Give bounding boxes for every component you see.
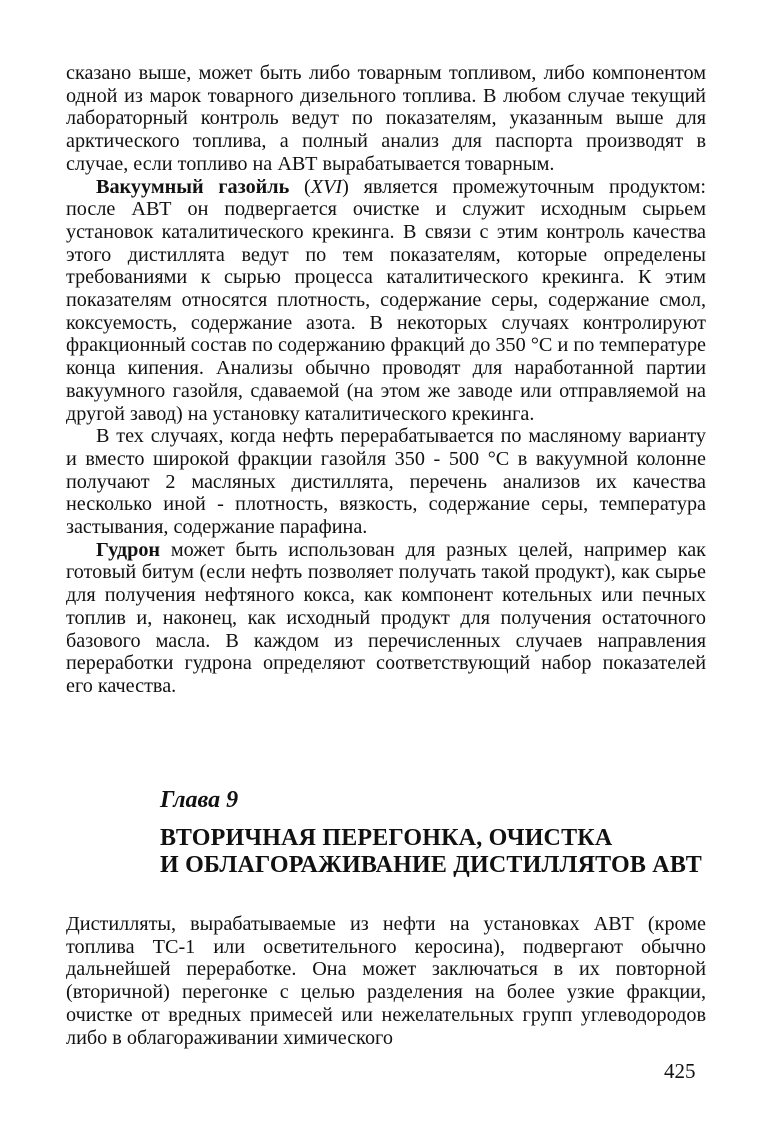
page-number: 425	[664, 1059, 696, 1083]
chapter-title-line-2: И ОБЛАГОРАЖИВАНИЕ ДИСТИЛЛЯТОВ АВТ	[160, 852, 702, 878]
top-text-block	[66, 62, 706, 698]
paren-open: (	[289, 175, 311, 198]
chapter-title-line-1: ВТОРИЧНАЯ ПЕРЕГОНКА, ОЧИСТКА	[160, 825, 613, 851]
reference-numeral: XVI	[310, 175, 343, 198]
paragraph-vacuum-gasoil	[66, 176, 706, 426]
chapter-title	[160, 825, 720, 879]
paragraph-distillates: Дистилляты, вырабатываемые из нефти на установках АВТ (кроме топлива ТС-1 или осветительного керосина), подвергают обычно дальнейшей переработке. Она может заключаться в их повторной (вторичной) перегонке с целью разделения на более узкие фракции, очистке от вредных примесей или нежелательных групп углеводородов либо в облагораживании химического	[66, 913, 706, 1049]
term-tar: Гудрон	[96, 538, 161, 561]
paragraph-vacuum-gasoil-text: ) является промежуточным продуктом: после АВТ он подвергается очистке и служит исходным сырьем установок каталитического крекинга. В связи с этим контроль качества этого дистиллята ведут по тем показателям, которые определены требованиями к сырью процесса каталитического крекинга. К этим показателям относятся плотность, содержание серы, содержание смол, коксуемость, содержание азота. В некоторых случаях контролируют фракционный состав по содержанию фракций до 350 °С и по температуре конца кипения. Анализы обычно проводят для наработанной партии вакуумного газойля, сдаваемой (на этом же заводе или отправляемой на другой завод) на установку каталитического крекинга.	[66, 175, 706, 425]
chapter-label: Глава 9	[160, 787, 239, 813]
paragraph-continuation: сказано выше, может быть либо товарным топливом, либо компонентом одной из марок товарного дизельного топлива. В любом случае текущий лабораторный контроль ведут по показателям, указанным выше для арктического топлива, а полный анализ для паспорта производят в случае, если топливо на АВТ вырабатывается товарным.	[66, 62, 706, 175]
paragraph-tar-text: может быть использован для разных целей, например как готовый битум (если нефть позволяет получать такой продукт), как сырье для получения нефтяного кокса, как компонент котельных или печных топлив и, наконец, как исходный продукт для получения остаточного базового масла. В каждом из перечисленных случаев направления переработки гудрона определяют соответствующий набор показателей его качества.	[66, 538, 706, 697]
paragraph-tar	[66, 539, 706, 698]
paragraph-oil-variant: В тех случаях, когда нефть перерабатывается по масляному варианту и вместо широкой фракции газойля 350 - 500 °С в вакуумной колонне получают 2 масляных дистиллята, перечень анализов их качества несколько иной - плотность, вязкость, содержание серы, температура застывания, содержание парафина.	[66, 425, 706, 539]
bottom-text-block	[66, 913, 706, 1049]
term-vacuum-gasoil: Вакуумный газойль	[96, 175, 290, 198]
